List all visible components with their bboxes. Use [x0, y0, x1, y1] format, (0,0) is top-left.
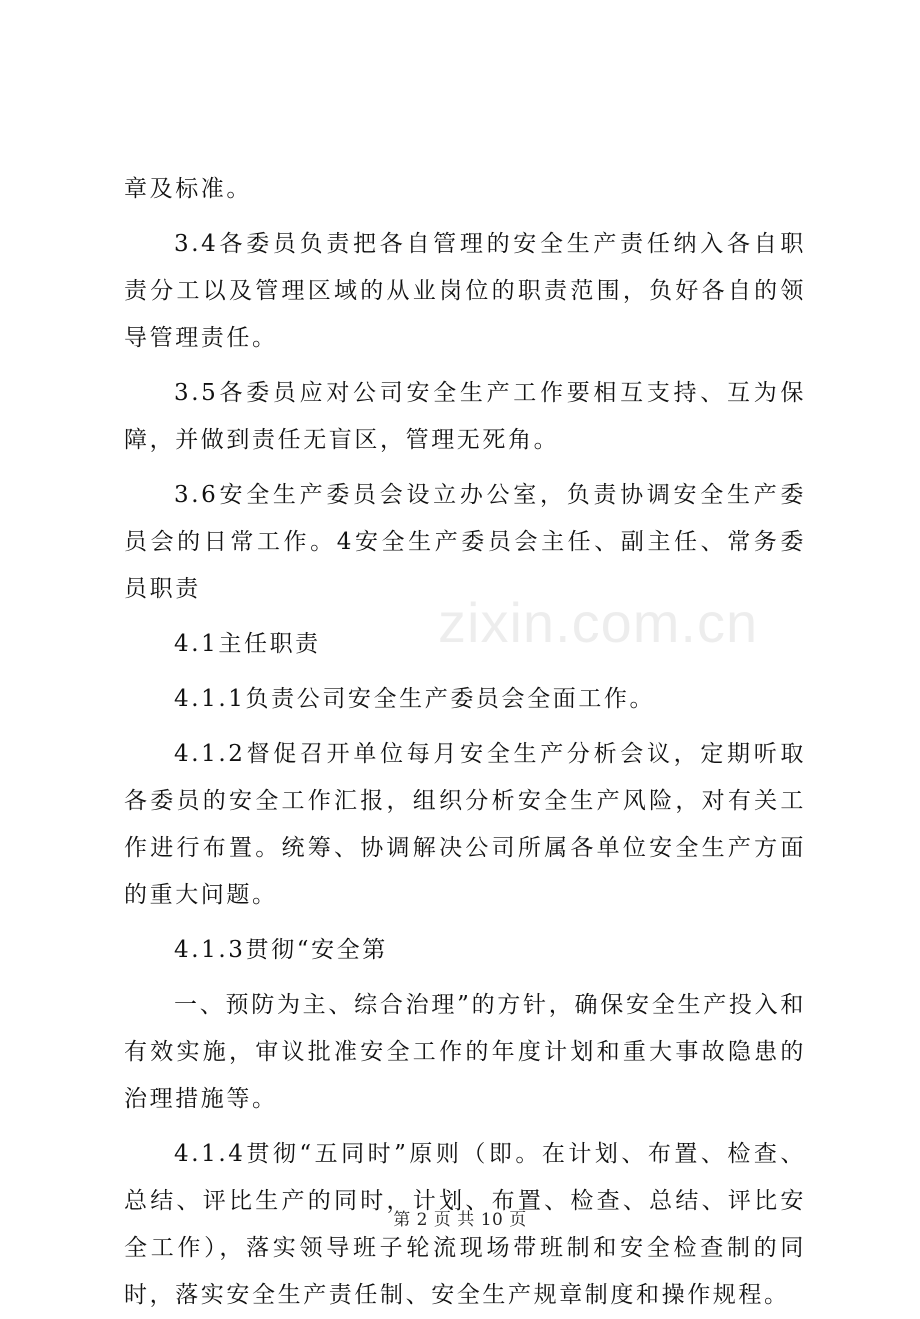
paragraph-9: 4.1.4贯彻“五同时”原则（即。在计划、布置、检查、总结、评比生产的同时，计划、布置、检查、总结、评比安全工作），落实领导班子轮流现场带班制和安全检查制的同时，落实安全生产责任制、安全生产规章制度和操作规程。: [124, 1141, 806, 1308]
paragraph-4: 4.1主任职责: [174, 631, 321, 657]
document-body: [124, 166, 806, 1319]
paragraph-7: 4.1.3贯彻“安全第: [174, 937, 388, 963]
paragraph-2: 3.5各委员应对公司安全生产工作要相互支持、互为保障，并做到责任无盲区，管理无死角。: [124, 380, 806, 453]
paragraph-0: 章及标准。: [124, 176, 252, 202]
paragraph-1: 3.4各委员负责把各自管理的安全生产责任纳入各自职责分工以及管理区域的从业岗位的职责范围，负好各自的领导管理责任。: [124, 231, 806, 351]
paragraph-3: 3.6安全生产委员会设立办公室，负责协调安全生产委员会的日常工作。4安全生产委员会主任、副主任、常务委员职责: [124, 482, 806, 602]
paragraph-6: 4.1.2督促召开单位每月安全生产分析会议，定期听取各委员的安全工作汇报，组织分析安全生产风险，对有关工作进行布置。统筹、协调解决公司所属各单位安全生产方面的重大问题。: [124, 741, 806, 908]
paragraph-8: 一、预防为主、综合治理”的方针，确保安全生产投入和有效实施，审议批准安全工作的年度计划和重大事故隐患的治理措施等。: [124, 992, 806, 1112]
page-footer: 第 2 页 共 10 页: [393, 1210, 527, 1230]
watermark: zixin.com.cn: [438, 591, 759, 654]
paragraph-5: 4.1.1负责公司安全生产委员会全面工作。: [174, 686, 656, 712]
